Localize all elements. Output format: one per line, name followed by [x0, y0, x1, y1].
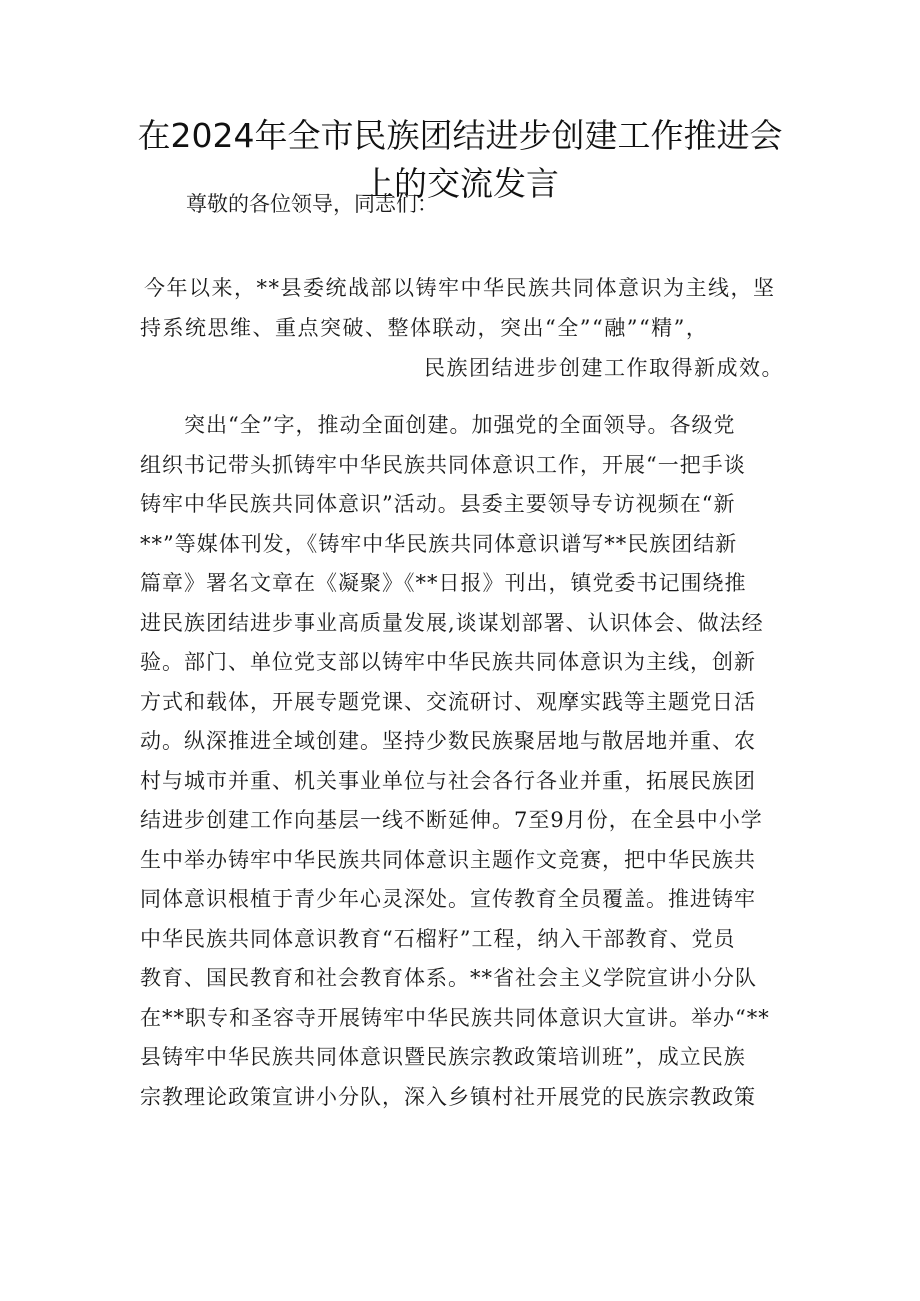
- intro-line: 今年以来，**县委统战部以铸牢中华民族共同体意识为主线，坚: [144, 276, 776, 300]
- body-line: 宗教理论政策宣讲小分队，深入乡镇村社开展党的民族宗教政策: [140, 1084, 756, 1109]
- body-line: 村与城市并重、机关事业单位与社会各行各业并重，拓展民族团: [140, 768, 756, 793]
- body-line: 县铸牢中华民族共同体意识暨民族宗教政策培训班”，成立民族: [140, 1045, 746, 1069]
- body-line: 教育、国民教育和社会教育体系。**省社会主义学院宣讲小分队: [140, 966, 757, 990]
- document-title-line-1: 在2024年全市民族团结进步创建工作推进会: [137, 116, 783, 155]
- body-line: 结进步创建工作向基层一线不断延伸。7至9月份，在全县中小学: [140, 808, 763, 832]
- body-line: 进民族团结进步事业高质量发展,谈谋划部署、认识体会、做法经: [140, 610, 764, 635]
- body-line: 突出“全”字，推动全面创建。加强党的全面领导。各级党: [140, 413, 736, 437]
- intro-line: 民族团结进步创建工作取得新成效。: [424, 356, 784, 380]
- body-line: 篇章》署名文章在《凝聚》《**日报》刊出，镇党委书记围绕推: [140, 571, 747, 595]
- body-line: 铸牢中华民族共同体意识”活动。县委主要领导专访视频在“新: [140, 492, 736, 516]
- body-line: 方式和载体，开展专题党课、交流研讨、观摩实践等主题党日活: [140, 689, 756, 714]
- body-line: 同体意识根植于青少年心灵深处。宣传教育全员覆盖。推进铸牢: [140, 887, 756, 911]
- body-line: **”等媒体刊发，《铸牢中华民族共同体意识谱写**民族团结新: [140, 531, 738, 556]
- document-title-line-2: 上的交流发言: [361, 164, 559, 203]
- body-line: 中华民族共同体意识教育“石榴籽”工程，纳入干部教育、党员: [140, 926, 736, 951]
- body-line: 动。纵深推进全域创建。坚持少数民族聚居地与散居地并重、农: [140, 729, 756, 753]
- body-line: 组织书记带头抓铸牢中华民族共同体意识工作，开展“一把手谈: [140, 452, 746, 477]
- intro-paragraph: [140, 268, 790, 388]
- body-paragraph: [140, 406, 790, 1117]
- body-line: 生中举办铸牢中华民族共同体意识主题作文竞赛，把中华民族共: [140, 847, 756, 872]
- body-line: 验。部门、单位党支部以铸牢中华民族共同体意识为主线，创新: [140, 650, 756, 674]
- body-line: 在**职专和圣容寺开展铸牢中华民族共同体意识大宣讲。举办“**: [140, 1005, 770, 1030]
- salutation: 尊敬的各位领导，同志们：: [186, 192, 438, 216]
- intro-line: 持系统思维、重点突破、整体联动，突出“全”“融”“精”，: [140, 316, 709, 340]
